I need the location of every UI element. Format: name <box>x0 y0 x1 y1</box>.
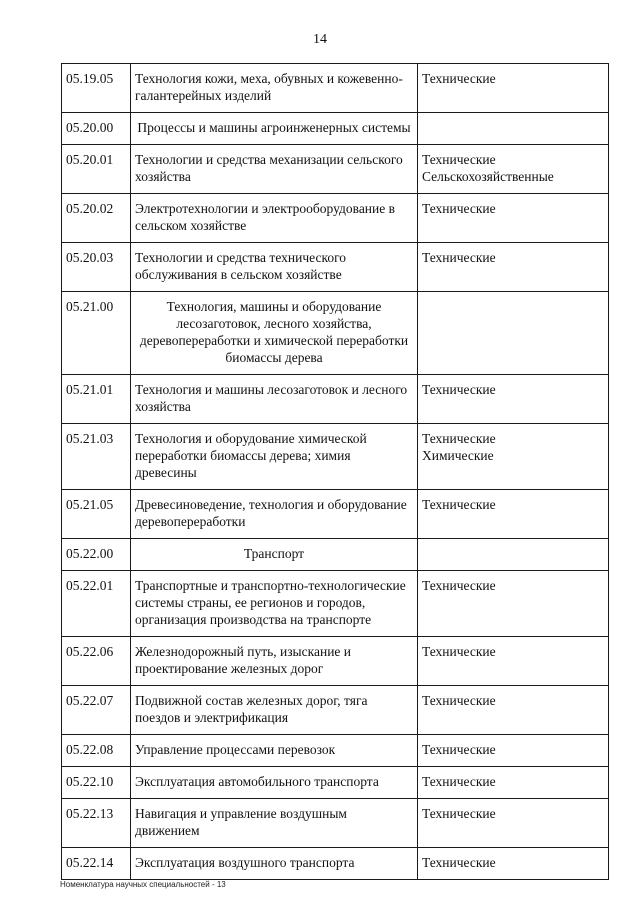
table-group-row <box>62 292 609 375</box>
specialty-code: 05.22.14 <box>62 848 131 880</box>
table-group-row <box>62 113 609 145</box>
science-branches <box>418 375 609 424</box>
science-branches <box>418 113 609 145</box>
table-row <box>62 767 609 799</box>
specialty-name: Эксплуатация автомобильного транспорта <box>131 767 418 799</box>
page-number: 14 <box>313 32 327 47</box>
science-branch: Сельскохозяйственные <box>422 169 554 184</box>
specialty-name: Подвижной состав железных дорог, тяга поездов и электрификация <box>131 686 418 735</box>
table-row <box>62 799 609 848</box>
science-branches <box>418 145 609 194</box>
specialty-code: 05.20.02 <box>62 194 131 243</box>
specialty-code: 05.19.05 <box>62 64 131 113</box>
science-branches <box>418 767 609 799</box>
specialty-name: Древесиноведение, технология и оборудование деревопереработки <box>131 490 418 539</box>
science-branch: Технические <box>422 855 496 870</box>
science-branch: Технические <box>422 774 496 789</box>
specialty-code: 05.21.05 <box>62 490 131 539</box>
science-branch: Технические <box>422 382 496 397</box>
specialty-group-name: Процессы и машины агроинженерных системы <box>131 113 418 145</box>
science-branches <box>418 686 609 735</box>
science-branch: Технические <box>422 693 496 708</box>
table-row <box>62 848 609 880</box>
table-row <box>62 243 609 292</box>
table-row <box>62 637 609 686</box>
document-footer: Номенклатура научных специальностей - 13 <box>60 880 226 889</box>
science-branch: Технические <box>422 497 496 512</box>
specialty-name: Технология кожи, меха, обувных и кожевенно-галантерейных изделий <box>131 64 418 113</box>
specialty-code: 05.22.08 <box>62 735 131 767</box>
specialty-code: 05.20.03 <box>62 243 131 292</box>
table-row <box>62 686 609 735</box>
table-row <box>62 571 609 637</box>
specialty-name: Электротехнологии и электрооборудование в сельском хозяйстве <box>131 194 418 243</box>
specialty-code: 05.22.13 <box>62 799 131 848</box>
specialties-table <box>61 63 609 880</box>
specialty-code: 05.22.10 <box>62 767 131 799</box>
specialty-name: Эксплуатация воздушного транспорта <box>131 848 418 880</box>
science-branches <box>418 539 609 571</box>
specialty-name: Железнодорожный путь, изыскание и проектирование железных дорог <box>131 637 418 686</box>
specialty-group-name: Технология, машины и оборудование лесозаготовок, лесного хозяйства, деревопереработки и химической переработки биомассы дерева <box>131 292 418 375</box>
specialty-group-name: Транспорт <box>131 539 418 571</box>
science-branch: Химические <box>422 448 494 463</box>
science-branches <box>418 243 609 292</box>
science-branch: Технические <box>422 431 496 446</box>
specialty-code: 05.21.01 <box>62 375 131 424</box>
specialty-code: 05.22.01 <box>62 571 131 637</box>
specialty-code: 05.21.00 <box>62 292 131 375</box>
science-branch: Технические <box>422 578 496 593</box>
science-branches <box>418 64 609 113</box>
specialty-code: 05.22.07 <box>62 686 131 735</box>
table-row <box>62 194 609 243</box>
science-branches <box>418 424 609 490</box>
specialty-name: Управление процессами перевозок <box>131 735 418 767</box>
science-branch: Технические <box>422 250 496 265</box>
specialty-code: 05.20.01 <box>62 145 131 194</box>
specialty-name: Технологии и средства технического обслуживания в сельском хозяйстве <box>131 243 418 292</box>
science-branch: Технические <box>422 201 496 216</box>
specialties-table-body <box>62 64 609 880</box>
science-branches <box>418 571 609 637</box>
science-branch: Технические <box>422 152 496 167</box>
table-row <box>62 375 609 424</box>
science-branch: Технические <box>422 806 496 821</box>
table-group-row <box>62 539 609 571</box>
science-branch: Технические <box>422 644 496 659</box>
specialty-name: Технология и машины лесозаготовок и лесного хозяйства <box>131 375 418 424</box>
specialty-code: 05.22.00 <box>62 539 131 571</box>
science-branch: Технические <box>422 742 496 757</box>
science-branches <box>418 292 609 375</box>
table-row <box>62 64 609 113</box>
table-row <box>62 735 609 767</box>
specialty-name: Технологии и средства механизации сельского хозяйства <box>131 145 418 194</box>
science-branches <box>418 490 609 539</box>
science-branches <box>418 637 609 686</box>
table-row <box>62 424 609 490</box>
specialty-name: Транспортные и транспортно-технологические системы страны, ее регионов и городов, организация производства на транспорте <box>131 571 418 637</box>
table-row <box>62 145 609 194</box>
science-branches <box>418 799 609 848</box>
science-branch: Технические <box>422 71 496 86</box>
science-branches <box>418 848 609 880</box>
specialty-code: 05.22.06 <box>62 637 131 686</box>
specialty-code: 05.21.03 <box>62 424 131 490</box>
science-branches <box>418 735 609 767</box>
specialty-code: 05.20.00 <box>62 113 131 145</box>
table-row <box>62 490 609 539</box>
specialty-name: Технология и оборудование химической переработки биомассы дерева; химия древесины <box>131 424 418 490</box>
specialty-name: Навигация и управление воздушным движением <box>131 799 418 848</box>
science-branches <box>418 194 609 243</box>
